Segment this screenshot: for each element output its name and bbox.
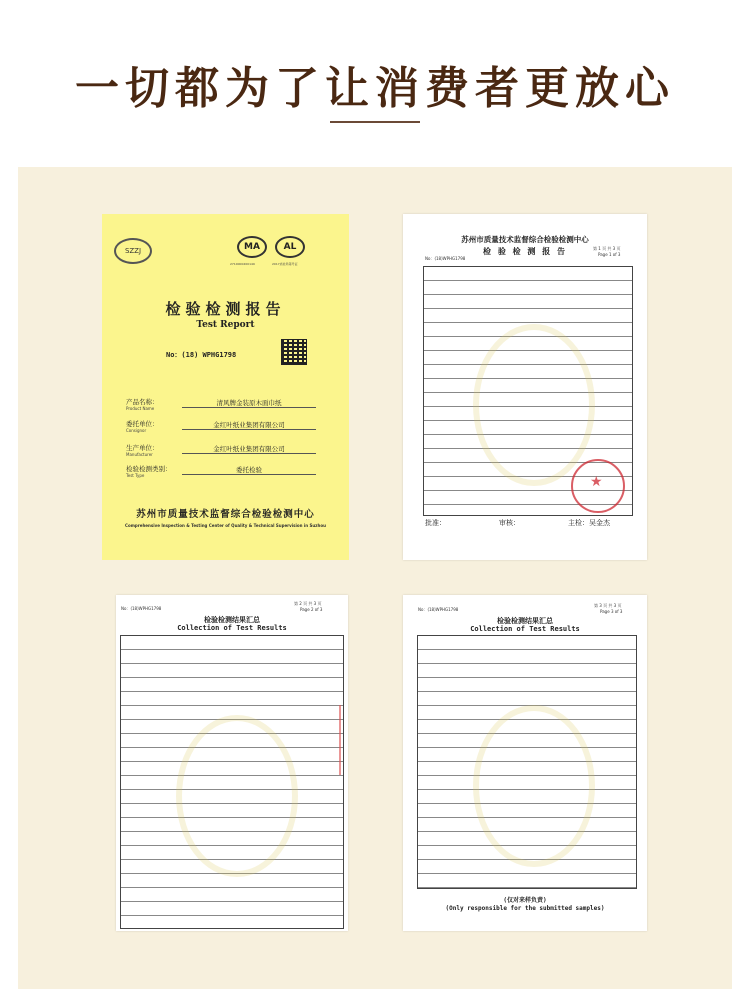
row-label: 委托单位： (126, 420, 159, 428)
cal-caption: 2017质检局第号证 (272, 262, 298, 266)
results-title: 检验检测结果汇总 (204, 615, 260, 624)
cover-title: 检验检测报告 (165, 300, 286, 318)
row-label: 生产单位： (126, 444, 159, 452)
cover-row-manufacturer (126, 443, 176, 457)
report-cover (102, 214, 349, 560)
row-label-en: Manufacturer (126, 452, 153, 457)
page-indicator: 第 1 页 共 3 页 (593, 246, 621, 251)
red-seal-edge (339, 705, 347, 775)
results-title-en: Collection of Test Results (470, 625, 580, 633)
page-indicator-en: Page 2 of 3 (300, 607, 323, 612)
watermark-emblem (473, 324, 595, 486)
cover-value-consignor: 金红叶纸业集团有限公司 (182, 420, 316, 430)
report-page-2 (116, 595, 348, 931)
cover-row-consignor (126, 419, 176, 433)
cover-row-test-type (126, 464, 176, 478)
page-header-number: No：(18)WPHG1798 (121, 606, 162, 611)
cover-value-test-type: 委托检验 (182, 465, 316, 475)
cover-value-manufacturer: 金红叶纸业集团有限公司 (182, 444, 316, 454)
cma-caption: 2710000200149 (230, 262, 255, 266)
page-indicator-en: Page 1 of 3 (598, 252, 621, 257)
cover-organization-en: Comprehensive Inspection & Testing Center of Quality & Technical Supervision in Suzhou (125, 523, 326, 528)
row-label: 检验检测类别： (126, 465, 172, 473)
report-page-3 (403, 595, 647, 931)
report-title: 检 验 检 测 报 告 (483, 246, 567, 256)
cma-mark-icon: MA (237, 236, 267, 258)
report-number: No：(18) WPHG1798 (166, 351, 237, 359)
page-header-number: No：(18)WPHG1798 (418, 607, 459, 612)
watermark-emblem (176, 715, 298, 877)
sample-disclaimer: (仅对来样负责) (503, 897, 547, 904)
sample-disclaimer-en: (Only responsible for the submitted samples) (445, 905, 605, 912)
report-page-1 (403, 214, 647, 560)
page-indicator: 第 3 页 共 3 页 (594, 603, 622, 608)
cover-subtitle: Test Report (196, 320, 255, 330)
page-indicator-en: Page 3 of 3 (600, 609, 623, 614)
row-label-en: Product Name (126, 406, 155, 411)
signature-inspected: 主检：吴金杰 (568, 519, 610, 527)
page-header-number: No：(18)WPHG1798 (425, 256, 466, 261)
report-organization: 苏州市质量技术监督综合检验检测中心 (461, 235, 589, 244)
cover-value-product: 清风牌金装原木面巾纸 (182, 398, 316, 408)
cover-organization: 苏州市质量技术监督综合检验检测中心 (136, 509, 315, 520)
page-indicator: 第 2 页 共 3 页 (294, 601, 322, 606)
watermark-emblem (473, 705, 595, 867)
official-seal (571, 459, 625, 513)
headline-divider (330, 121, 420, 123)
row-label: 产品名称： (126, 398, 159, 406)
results-title: 检验检测结果汇总 (497, 616, 553, 625)
qr-code (281, 339, 307, 365)
cal-mark-icon: AL (275, 236, 305, 258)
signature-checked: 审核： (499, 519, 520, 527)
institute-logo-icon: SZZJ (114, 238, 152, 264)
row-label-en: Consignor (126, 428, 147, 433)
page-headline: 一切都为了让消费者更放心 (75, 63, 675, 114)
cover-row-product (126, 397, 176, 411)
signature-approved: 批准： (425, 519, 446, 527)
row-label-en: Test Type (126, 473, 145, 478)
results-title-en: Collection of Test Results (177, 624, 287, 632)
